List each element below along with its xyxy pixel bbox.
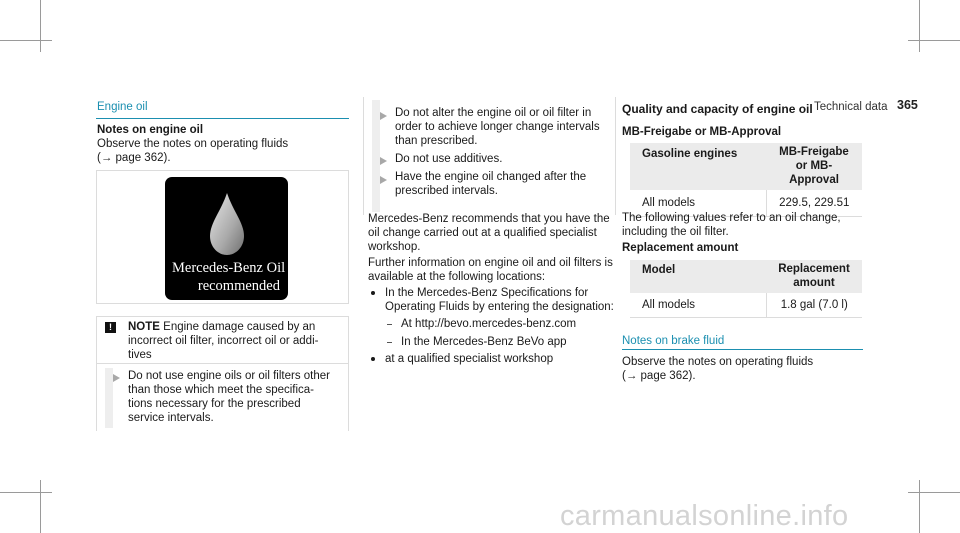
approval-table — [630, 143, 862, 217]
note-line: incorrect oil filter, incorrect oil or addi- — [128, 335, 319, 347]
logo-text-line2: recommended — [197, 278, 280, 294]
crop-mark — [40, 480, 41, 533]
bullet-text: In the Mercedes-Benz Specifications for — [385, 287, 589, 299]
note-text: Engine damage caused by an — [163, 321, 316, 333]
section-title-brake-fluid: Notes on brake fluid — [622, 335, 725, 347]
paragraph: The following values refer to an oil change, — [622, 212, 841, 224]
step-text: than those which meet the specifica- — [128, 384, 315, 396]
quality-heading: Quality and capacity of engine oil — [622, 102, 813, 116]
step-arrow-icon — [380, 175, 387, 187]
header-line: Approval — [789, 174, 839, 186]
approval-heading: MB-Freigabe or MB-Approval — [622, 126, 782, 138]
table-header-cell — [766, 260, 862, 293]
crop-mark — [0, 492, 52, 493]
crop-mark — [40, 0, 41, 52]
table-header-cell — [766, 143, 862, 190]
running-header: Technical data — [814, 101, 888, 113]
paragraph: Mercedes-Benz recommends that you have the — [368, 213, 610, 225]
paragraph: Further information on engine oil and oil filters is — [368, 257, 613, 269]
table-cell: 229.5, 229.51 — [766, 190, 862, 216]
bullet-dot — [371, 357, 375, 361]
note-line — [128, 320, 315, 335]
step-text: tions necessary for the prescribed — [128, 398, 301, 410]
note-line: tives — [128, 349, 152, 361]
crop-mark — [0, 40, 52, 41]
header-line: amount — [793, 277, 835, 289]
step-text: service intervals. — [128, 412, 214, 424]
step-bar — [105, 368, 113, 428]
crop-mark — [919, 0, 920, 52]
sub-bullet-dash — [387, 324, 392, 325]
step-bar — [372, 100, 380, 212]
logo-text-line1: Mercedes-Benz Oil — [172, 260, 286, 276]
notes-page-ref[interactable]: (→ page 362). — [97, 152, 171, 164]
warning-icon: ! — [105, 322, 116, 333]
note-label: NOTE — [128, 321, 160, 333]
table-cell: All models — [630, 190, 766, 216]
paragraph: workshop. — [368, 241, 421, 253]
oil-drop-icon — [165, 177, 288, 267]
sub-bullet-link[interactable]: At http://bevo.mercedes-benz.com — [401, 318, 577, 330]
paragraph: oil change carried out at a qualified specialist — [368, 227, 597, 239]
step-text: prescribed intervals. — [395, 185, 498, 197]
crop-mark — [908, 40, 960, 41]
table-cell: All models — [630, 293, 766, 317]
step-arrow-icon — [380, 111, 387, 123]
replacement-table — [630, 260, 862, 318]
crop-mark — [908, 492, 960, 493]
step-text: Have the engine oil changed after the — [395, 171, 587, 183]
paragraph: including the oil filter. — [622, 226, 729, 238]
step-text: Do not alter the engine oil or oil filter in — [395, 107, 592, 119]
table-header-cell: Gasoline engines — [630, 143, 766, 190]
watermark: carmanualsonline.info — [560, 500, 849, 532]
step-text: Do not use additives. — [395, 153, 503, 165]
mercedes-oil-logo — [165, 177, 288, 300]
table-row — [630, 293, 862, 317]
brake-notes-line: Observe the notes on operating fluids — [622, 356, 814, 368]
step-text: order to achieve longer change intervals — [395, 121, 600, 133]
header-line: MB-Freigabe or MB- — [779, 146, 849, 172]
section-title-engine-oil: Engine oil — [97, 101, 148, 113]
step-text: than prescribed. — [395, 135, 478, 147]
step-arrow-icon — [113, 373, 120, 385]
notes-heading: Notes on engine oil — [97, 124, 204, 136]
sub-bullet-text: In the Mercedes-Benz BeVo app — [401, 336, 567, 348]
section-rule — [622, 349, 863, 350]
paragraph: available at the following locations: — [368, 271, 546, 283]
bullet-dot — [371, 291, 375, 295]
step-arrow-icon — [380, 156, 387, 168]
bullet-text: at a qualified specialist workshop — [385, 353, 554, 365]
brake-notes-page-ref[interactable]: (→ page 362). — [622, 370, 696, 382]
table-header-cell: Model — [630, 260, 766, 293]
bullet-text: Operating Fluids by entering the designation: — [385, 301, 614, 313]
page-number: 365 — [897, 98, 918, 112]
notes-line: Observe the notes on operating fluids — [97, 138, 289, 150]
section-rule — [96, 118, 349, 119]
table-cell: 1.8 gal (7.0 l) — [766, 293, 862, 317]
replacement-heading: Replacement amount — [622, 242, 739, 254]
sub-bullet-dash — [387, 342, 392, 343]
step-text: Do not use engine oils or oil filters other — [128, 370, 330, 382]
header-line: Replacement — [778, 263, 850, 275]
